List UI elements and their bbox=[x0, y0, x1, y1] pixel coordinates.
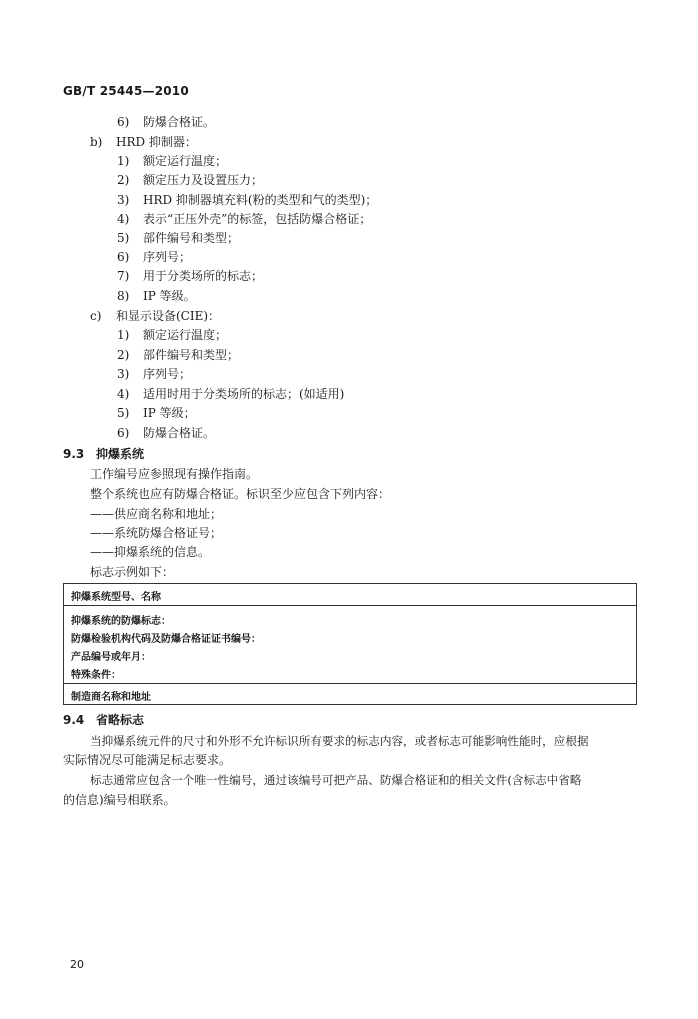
item-number: 8) bbox=[117, 289, 130, 303]
section-heading-9-4 bbox=[63, 712, 144, 728]
item-number: 6) bbox=[117, 115, 130, 129]
box-row: 制造商名称和地址 bbox=[71, 692, 151, 703]
paragraph-line: 实际情况尽可能满足标志要求。 bbox=[63, 753, 232, 767]
item-number: 1) bbox=[117, 154, 130, 168]
list-item bbox=[117, 172, 263, 188]
group-title: HRD 抑制器： bbox=[116, 135, 197, 149]
paragraph: 标志示例如下： bbox=[90, 565, 175, 579]
item-number: 1) bbox=[117, 328, 130, 342]
section-title: 抑爆系统 bbox=[96, 447, 145, 461]
marking-example-box bbox=[63, 583, 637, 705]
section-number: 9.3 bbox=[63, 447, 85, 461]
list-item bbox=[117, 288, 196, 304]
list-item bbox=[117, 114, 215, 130]
box-row: 防爆检验机构代码及防爆合格证证书编号： bbox=[71, 634, 261, 645]
item-number: 7) bbox=[117, 269, 130, 283]
paragraph-line: 的信息)编号相联系。 bbox=[63, 793, 176, 807]
standard-header: GB/T 25445—2010 bbox=[63, 84, 189, 98]
group-label: c) bbox=[90, 309, 102, 323]
item-text: 防爆合格证。 bbox=[143, 115, 216, 129]
box-divider bbox=[64, 605, 636, 606]
item-text: 表示“正压外壳”的标签，包括防爆合格证； bbox=[143, 212, 372, 226]
item-text: 序列号； bbox=[143, 250, 192, 264]
item-text: 用于分类场所的标志； bbox=[143, 269, 264, 283]
group-b-heading bbox=[90, 134, 197, 150]
list-item bbox=[117, 153, 227, 169]
list-item bbox=[117, 366, 191, 382]
dash-item: ——供应商名称和地址； bbox=[90, 507, 223, 521]
item-text: 额定运行温度； bbox=[143, 328, 228, 342]
item-number: 6) bbox=[117, 426, 130, 440]
dash-item: ——抑爆系统的信息。 bbox=[90, 545, 211, 559]
item-text: 部件编号和类型； bbox=[143, 231, 240, 245]
box-row: 特殊条件： bbox=[71, 670, 121, 681]
list-item bbox=[117, 386, 344, 402]
box-row: 抑爆系统的防爆标志： bbox=[71, 616, 171, 627]
item-text: 额定运行温度； bbox=[143, 154, 228, 168]
list-item bbox=[117, 230, 239, 246]
section-title: 省略标志 bbox=[96, 713, 145, 727]
item-number: 2) bbox=[117, 173, 130, 187]
item-text: 防爆合格证。 bbox=[143, 426, 216, 440]
page-number: 20 bbox=[70, 958, 84, 971]
group-label: b) bbox=[90, 135, 103, 149]
list-item bbox=[117, 327, 227, 343]
item-number: 4) bbox=[117, 387, 130, 401]
section-number: 9.4 bbox=[63, 713, 85, 727]
section-heading-9-3 bbox=[63, 446, 144, 462]
item-text: IP 等级； bbox=[143, 406, 196, 420]
list-item bbox=[117, 405, 196, 421]
list-item bbox=[117, 249, 191, 265]
item-number: 5) bbox=[117, 231, 130, 245]
item-number: 2) bbox=[117, 348, 130, 362]
paragraph-line: 当抑爆系统元件的尺寸和外形不允许标识所有要求的标志内容，或者标志可能影响性能时，应根据 bbox=[90, 734, 589, 748]
item-text: 序列号； bbox=[143, 367, 192, 381]
box-row: 产品编号或年月： bbox=[71, 652, 151, 663]
box-divider bbox=[64, 683, 636, 684]
item-number: 5) bbox=[117, 406, 130, 420]
item-number: 3) bbox=[117, 367, 130, 381]
list-item bbox=[117, 268, 263, 284]
paragraph: 整个系统也应有防爆合格证。标识至少应包含下列内容： bbox=[90, 487, 391, 501]
group-c-heading bbox=[90, 308, 220, 324]
paragraph: 工作编号应参照现有操作指南。 bbox=[90, 467, 259, 481]
box-row: 抑爆系统型号、名称 bbox=[71, 592, 161, 603]
paragraph-line: 标志通常应包含一个唯一性编号，通过该编号可把产品、防爆合格证和的相关文件(含标志中省略 bbox=[90, 773, 582, 787]
item-text: 适用时用于分类场所的标志；(如适用) bbox=[143, 387, 345, 401]
item-text: IP 等级。 bbox=[143, 289, 196, 303]
list-item bbox=[117, 425, 215, 441]
item-text: 额定压力及设置压力； bbox=[143, 173, 264, 187]
item-number: 6) bbox=[117, 250, 130, 264]
list-item bbox=[117, 211, 371, 227]
item-text: HRD 抑制器填充料(粉的类型和气的类型)； bbox=[143, 193, 378, 207]
item-number: 3) bbox=[117, 193, 130, 207]
list-item bbox=[117, 347, 239, 363]
dash-item: ——系统防爆合格证号； bbox=[90, 526, 223, 540]
group-title: 和显示设备(CIE)： bbox=[116, 309, 221, 323]
item-text: 部件编号和类型； bbox=[143, 348, 240, 362]
list-item bbox=[117, 192, 377, 208]
item-number: 4) bbox=[117, 212, 130, 226]
